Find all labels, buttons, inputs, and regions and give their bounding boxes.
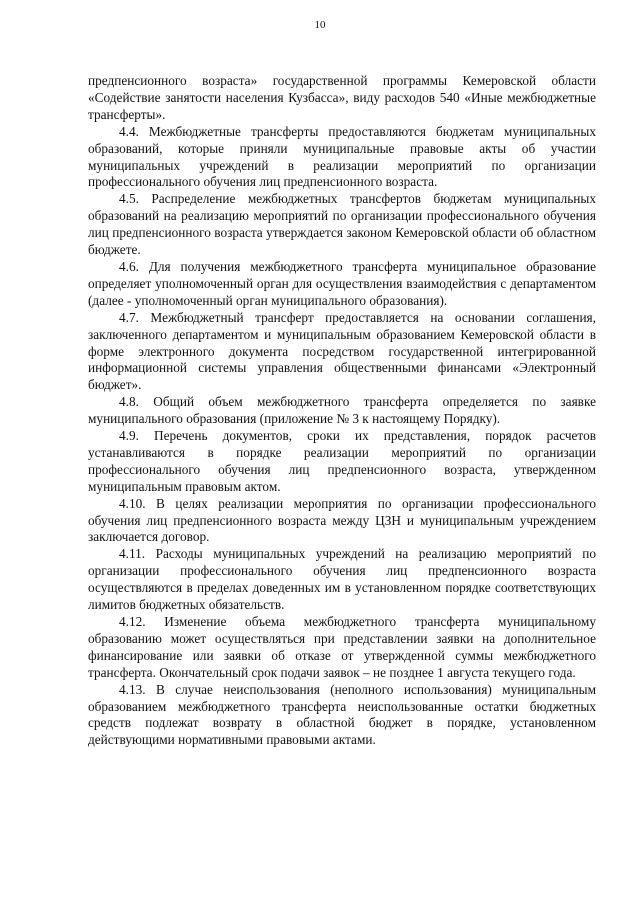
paragraph-4-7: 4.7. Межбюджетный трансферт предоставляется на основании соглашения, заключенного департаментом и муниципальным образованием Кемеровской области в форме электронного документа посредством государственной интегрированной информационной системы управления общественными финансами «Электронный бюджет». xyxy=(88,309,596,393)
paragraph-4-4: 4.4. Межбюджетные трансферты предоставляются бюджетам муниципальных образований, которые приняли муниципальные правовые акты об участии муниципальных учреждений в реализации мероприятий по организации профессионального обучения лиц предпенсионного возраста. xyxy=(88,123,596,190)
document-body xyxy=(88,73,596,749)
paragraph-4-13: 4.13. В случае неиспользования (неполного использования) муниципальным образованием межбюджетного трансферта неиспользованные остатки бюджетных средств подлежат возврату в областной бюджет в порядке, установленном действующими нормативными правовыми актами. xyxy=(88,681,596,748)
paragraph-4-10: 4.10. В целях реализации мероприятия по организации профессионального обучения лиц предпенсионного возраста между ЦЗН и муниципальным учреждением заключается договор. xyxy=(88,495,596,545)
paragraph-4-5: 4.5. Распределение межбюджетных трансфертов бюджетам муниципальных образований на реализацию мероприятий по организации профессионального обучения лиц предпенсионного возраста утверждается законом Кемеровской области об областном бюджете. xyxy=(88,191,596,258)
paragraph-continuation: предпенсионного возраста» государственной программы Кемеровской области «Содействие занятости населения Кузбасса», виду расходов 540 «Иные межбюджетные трансферты». xyxy=(88,73,596,122)
paragraph-4-11: 4.11. Расходы муниципальных учреждений на реализацию мероприятий по организации профессионального обучения лиц предпенсионного возраста осуществляются в пределах доведенных им в установленном порядке соответствующих лимитов бюджетных обязательств. xyxy=(88,546,596,613)
paragraph-4-6: 4.6. Для получения межбюджетного трансферта муниципальное образование определяет уполномоченный орган для осуществления взаимодействия с департаментом (далее - уполномоченный орган муниципального образования). xyxy=(88,258,596,308)
page-number: 10 xyxy=(314,19,326,31)
paragraph-4-12: 4.12. Изменение объема межбюджетного трансферта муниципальному образованию может осуществляться при представлении заявки на дополнительное финансирование или заявки об отказе от утвержденной суммы межбюджетного трансферта. Окончательный срок подачи заявок – не позднее 1 августа текущего года. xyxy=(88,614,596,680)
paragraph-4-9: 4.9. Перечень документов, сроки их представления, порядок расчетов устанавливаются в порядке реализации мероприятий по организации профессионального обучения лиц предпенсионного возраста, утвержденном муниципальным правовым актом. xyxy=(88,428,596,494)
paragraph-4-8: 4.8. Общий объем межбюджетного трансферта определяется по заявке муниципального образования (приложение № 3 к настоящему Порядку). xyxy=(88,394,596,427)
